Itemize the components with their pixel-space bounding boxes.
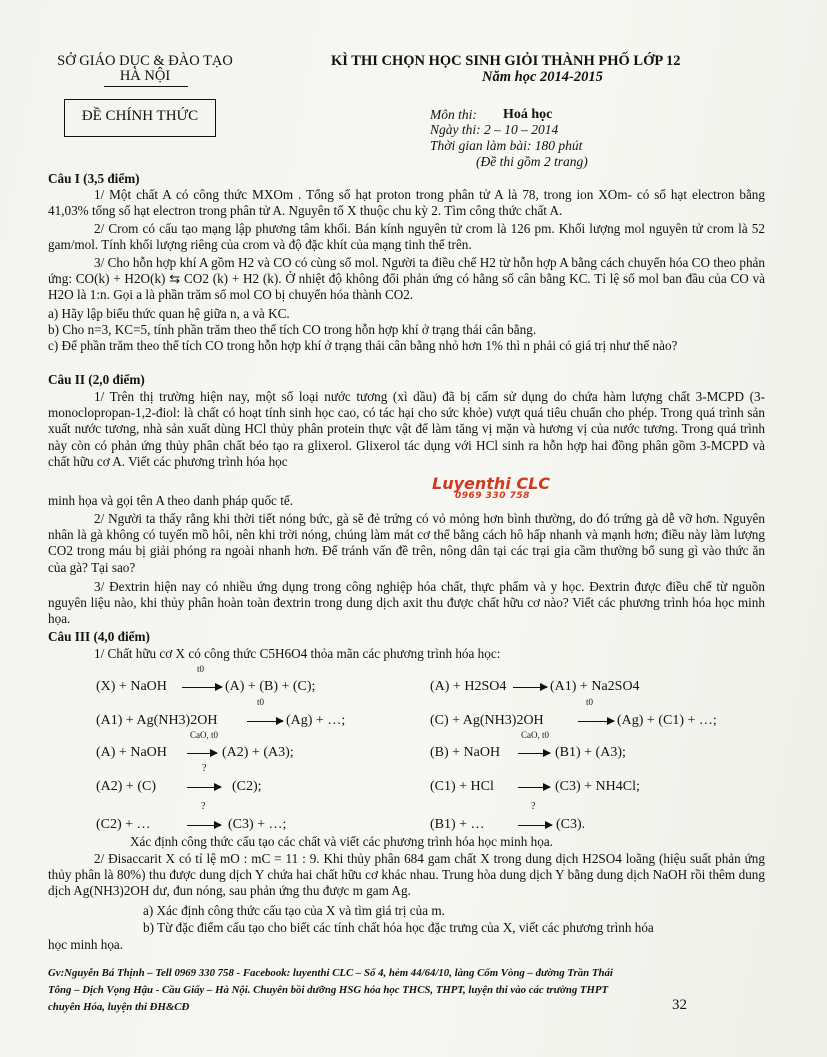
watermark-name: Luyenthi CLC bbox=[432, 474, 551, 493]
dept-line-1: SỞ GIÁO DỤC & ĐÀO TẠO bbox=[57, 53, 233, 69]
q2-part1: 1/ Trên thị trường hiện nay, một số loại nước tương (xì dầu) đã bị cấm sử dụng do chứa hàm lượng chất 3-MCPD (3-monoclopropan-1,2-điol: là chất có hoạt tính sinh học cao, có tác hại cho sức khỏe) vượt quá tiêu chuẩn cho phép. Trong quá trình sản xuất nước tương, nhà sản xuất dùng HCl thủy phân protein thực vật để làm tăng vị mặn và hương vị của nước tương. Trong quá trình này còn có phản ứng thủy phân chất béo tạo ra glixerol. Glixerol tác dụng với HCl sinh ra hỗn hợp hai đồng phân gồm 3-MCPD và chất hữu cơ A. Viết các phương trình hóa học bbox=[48, 389, 765, 469]
page-count: (Đề thi gồm 2 trang) bbox=[476, 154, 588, 169]
dept-line-2: HÀ NỘI bbox=[119, 68, 171, 84]
eq-r5-arrow bbox=[518, 825, 552, 826]
q3-title: Câu III (4,0 điểm) bbox=[48, 629, 150, 644]
q2-part3: 3/ Đextrin hiện nay có nhiều ứng dụng trong công nghiệp hóa chất, thực phẩm và y học. Đextrin được điều chế từ nguồn nguyên liệu nào, khi thủy phân hoàn toàn đextrin trong dung dịch axit thu được chất hữu cơ nào? Viết các phương trình hóa học minh họa. bbox=[48, 579, 765, 627]
official-label: ĐỀ CHÍNH THỨC bbox=[81, 108, 199, 124]
q1-title bbox=[48, 171, 140, 187]
eq-r5-products: (C3). bbox=[556, 817, 586, 832]
eq-r1-reactants: (A) + H2SO4 bbox=[430, 679, 507, 694]
exam-date: Ngày thi: 2 – 10 – 2014 bbox=[430, 122, 559, 137]
eq-r1-arrow bbox=[513, 687, 547, 688]
eq-r2-condition: t0 bbox=[586, 697, 594, 707]
q3-part2-b-end: học minh họa. bbox=[48, 937, 124, 952]
eq-l3-reactants: (A) + NaOH bbox=[96, 745, 167, 760]
school-year: Năm học 2014-2015 bbox=[482, 69, 603, 85]
eq-r2-reactants: (C) + Ag(NH3)2OH bbox=[430, 713, 544, 728]
subject-label: Môn thi: bbox=[430, 107, 477, 122]
eq-r4-reactants: (C1) + HCl bbox=[430, 779, 494, 794]
page-number: 32 bbox=[672, 997, 687, 1013]
subject-value: Hoá học bbox=[503, 107, 553, 122]
eq-l1-products: (A) + (B) + (C); bbox=[225, 679, 316, 694]
eq-l3-products: (A2) + (A3); bbox=[222, 745, 294, 760]
q2-part2: 2/ Người ta thấy rằng khi thời tiết nóng bức, gà sẽ đẻ trứng có vỏ mỏng hơn bình thường, do đó trứng gà dễ vỡ hơn. Nguyên nhân là gà không có tuyến mồ hôi, nên khi trời nóng, chúng làm mát cơ thể bằng cách hô hấp nhanh và mạnh hơn; điều này làm lượng CO2 trong máu bị giải phóng ra ngoài nhanh hơn. Để tránh vấn đề trên, nông dân tại các trại gia cầm thường bổ sung gì vào thức ăn của gà? Tại sao? bbox=[48, 511, 765, 575]
q1-part1: 1/ Một chất A có công thức MXOm . Tổng số hạt proton trong phân tử A là 78, trong ion XOm- có số hạt electron bằng 41,03% tổng số hạt electron trong phân tử A. Nguyên tố X thuộc chu kỳ 2. Tìm công thức chất A. bbox=[48, 187, 765, 219]
eq-l5-arrow bbox=[187, 825, 221, 826]
eq-l1-condition: t0 bbox=[197, 664, 205, 674]
q3-part2: 2/ Đisaccarit X có tỉ lệ mO : mC = 11 : 9. Khi thủy phân 684 gam chất X trong dung dịch H2SO4 loãng (hiệu suất phản ứng thủy phân là 80%) thu được dung dịch Y chứa hai chất hữu cơ khác nhau. Trung hòa dung dịch Y bằng dung dịch NaOH rồi thêm dung dịch Ag(NH3)2OH dư, đun nóng, sau phản ứng thu được m gam Ag. bbox=[48, 851, 765, 899]
eq-l4-arrow bbox=[187, 787, 221, 788]
q2-title: Câu II (2,0 điểm) bbox=[48, 372, 145, 387]
eq-l1-reactants: (X) + NaOH bbox=[96, 679, 167, 694]
dept-name bbox=[53, 54, 237, 84]
eq-r3-products: (B1) + (A3); bbox=[555, 745, 626, 760]
eq-l4-reactants: (A2) + (C) bbox=[96, 779, 156, 794]
q1-part3-b: b) Cho n=3, KC=5, tính phần trăm theo thể tích CO trong hỗn hợp khí ở trạng thái cân bằng. bbox=[48, 322, 537, 337]
footer-line-1: Gv:Nguyễn Bá Thịnh – Tell 0969 330 758 - Facebook: luyenthi CLC – Số 4, hẻm 44/64/10, làng Cốm Vòng – đường Trần Thái bbox=[48, 967, 613, 979]
q1-title-text: Câu I (3,5 điểm) bbox=[48, 171, 140, 186]
eq-r5-condition: ? bbox=[531, 801, 536, 812]
q1-part2: 2/ Crom có cấu tạo mạng lập phương tâm khối. Bán kính nguyên tử crom là 126 pm. Khối lượng mol nguyên tử crom là 52 gam/mol. Tính khối lượng riêng của crom và độ đặc khít của mạng tinh thể trên. bbox=[48, 221, 765, 253]
eq-r2-arrow bbox=[578, 721, 614, 722]
underline-dept bbox=[104, 86, 188, 87]
eq-r4-products: (C3) + NH4Cl; bbox=[555, 779, 640, 794]
eq-r1-products: (A1) + Na2SO4 bbox=[550, 679, 640, 694]
q1-part3-a: a) Hãy lập biểu thức quan hệ giữa n, a và KC. bbox=[48, 306, 290, 321]
eq-l2-products: (Ag) + …; bbox=[286, 713, 346, 728]
eq-r3-arrow bbox=[518, 753, 550, 754]
eq-l4-condition: ? bbox=[202, 763, 207, 774]
eq-r5-reactants: (B1) + … bbox=[430, 817, 485, 832]
eq-l4-products: (C2); bbox=[232, 779, 262, 794]
q1-part3: 3/ Cho hỗn hợp khí A gồm H2 và CO có cùng số mol. Người ta điều chế H2 từ hỗn hợp A bằng cách chuyển hóa CO theo phản ứng: CO(k) + H2O(k) ⇆ CO2 (k) + H2 (k). Ở nhiệt độ không đổi phản ứng có hằng số cân bằng KC. Tỉ lệ số mol ban đầu của CO và H2O là 1:n. Gọi a là phần trăm số mol CO bị chuyển hóa thành CO2. bbox=[48, 255, 765, 303]
eq-l5-products: (C3) + …; bbox=[228, 817, 287, 832]
q2-part1-end: minh họa và gọi tên A theo danh pháp quốc tế. bbox=[48, 493, 294, 508]
q3-after-eqs: Xác định công thức cấu tạo các chất và viết các phương trình hóa học minh họa. bbox=[130, 834, 553, 849]
eq-l2-arrow bbox=[247, 721, 283, 722]
q3-part2-b: b) Từ đặc điểm cấu tạo cho biết các tính chất hóa học đặc trưng của X, viết các phương trình hóa bbox=[143, 920, 654, 935]
eq-l3-condition: CaO, t0 bbox=[190, 730, 218, 740]
q3-part2-a: a) Xác định công thức cấu tạo của X và tìm giá trị của m. bbox=[143, 903, 445, 918]
eq-l5-reactants: (C2) + … bbox=[96, 817, 151, 832]
eq-l1-arrow bbox=[182, 687, 222, 688]
q1-part3-c: c) Để phần trăm theo thể tích CO trong hỗn hợp khí ở trạng thái cân bằng nhỏ hơn 1% thì n phải có giá trị như thế nào? bbox=[48, 338, 678, 353]
eq-l3-arrow bbox=[187, 753, 217, 754]
eq-l2-condition: t0 bbox=[257, 697, 265, 707]
eq-r4-arrow bbox=[518, 787, 550, 788]
eq-r2-products: (Ag) + (C1) + …; bbox=[617, 713, 717, 728]
watermark-phone: 0969 330 758 bbox=[455, 491, 530, 501]
eq-l2-reactants: (A1) + Ag(NH3)2OH bbox=[96, 713, 218, 728]
q3-intro: 1/ Chất hữu cơ X có công thức C5H6O4 thỏa mãn các phương trình hóa học: bbox=[94, 646, 501, 661]
exam-title: KÌ THI CHỌN HỌC SINH GIỎI THÀNH PHỐ LỚP 12 bbox=[331, 53, 681, 69]
footer-line-2: Tông – Dịch Vọng Hậu - Cầu Giấy – Hà Nội. Chuyên bồi dưỡng HSG hóa học THCS, THPT, luyện thi vào các trường THPT bbox=[48, 984, 609, 996]
footer-line-3: chuyên Hóa, luyện thi ĐH&CĐ bbox=[48, 1001, 190, 1013]
eq-r3-reactants: (B) + NaOH bbox=[430, 745, 501, 760]
eq-r3-condition: CaO, t0 bbox=[521, 730, 549, 740]
eq-l5-condition: ? bbox=[201, 801, 206, 812]
exam-duration: Thời gian làm bài: 180 phút bbox=[430, 138, 583, 153]
